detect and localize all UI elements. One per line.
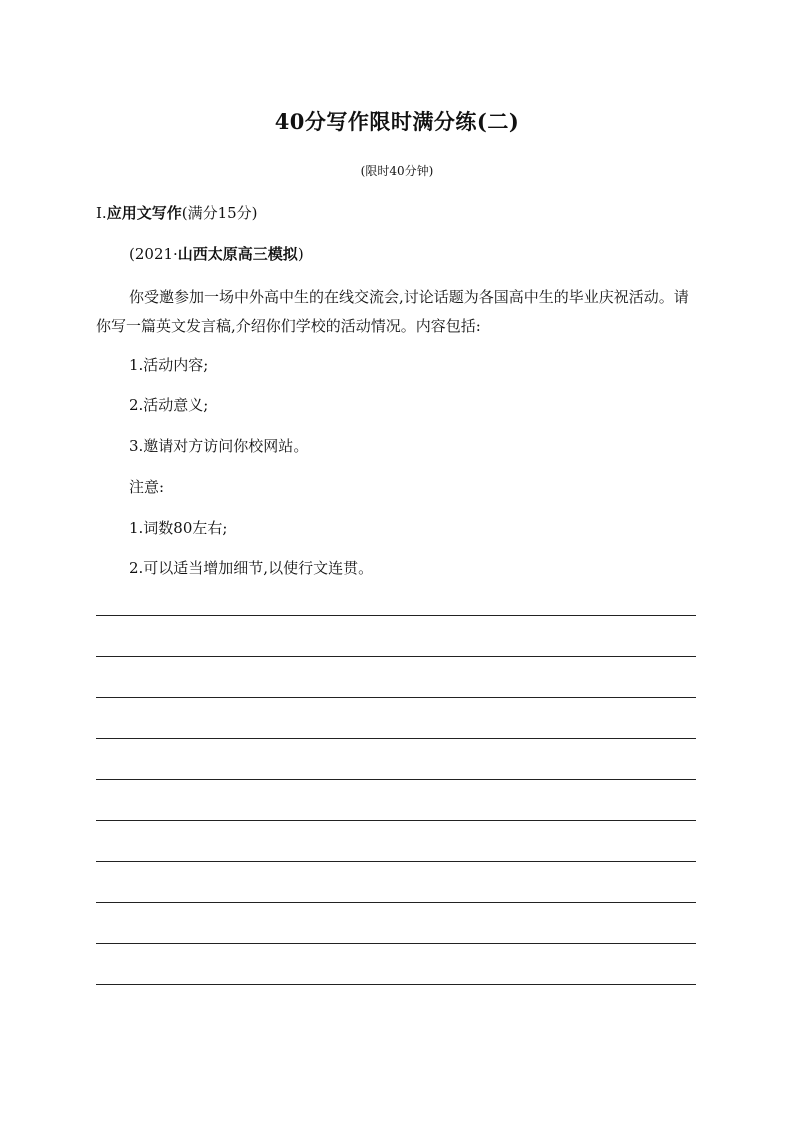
answer-line[interactable] [96,656,696,697]
content-point: 2.活动意义; [129,396,209,414]
question-source [129,243,304,264]
source-place: 山西太原高三模拟 [177,245,298,263]
note-item: 2.可以适当增加细节,以使行文连贯。 [129,559,374,577]
answer-line[interactable] [96,738,696,779]
writing-prompt: 你受邀参加一场中外高中生的在线交流会,讨论话题为各国高中生的毕业庆祝活动。请你写一篇英文发言稿,介绍你们学校的活动情况。内容包括: [96,288,689,335]
answer-line[interactable] [96,943,696,984]
content-point: 3.邀请对方访问你校网站。 [129,437,309,455]
answer-line[interactable] [96,861,696,902]
answer-line[interactable] [96,902,696,943]
source-close: ) [297,245,304,263]
content-point: 1.活动内容; [129,356,209,374]
answer-line[interactable] [96,697,696,738]
source-year: (2021· [129,245,178,263]
section-label: 应用文写作 [106,204,182,222]
page-title: 40分写作限时满分练(二) [274,109,520,134]
section-numeral: Ⅰ. [96,204,107,222]
answer-line[interactable] [96,615,696,656]
answer-line[interactable] [96,779,696,820]
answer-line[interactable] [96,984,696,985]
section-heading [96,202,258,223]
section-score: (满分15分) [181,204,258,222]
note-item: 1.词数80左右; [129,519,228,537]
time-limit: (限时40分钟) [360,164,434,178]
answer-line[interactable] [96,820,696,861]
answer-lines[interactable] [96,615,696,985]
notes-label: 注意: [129,478,165,496]
